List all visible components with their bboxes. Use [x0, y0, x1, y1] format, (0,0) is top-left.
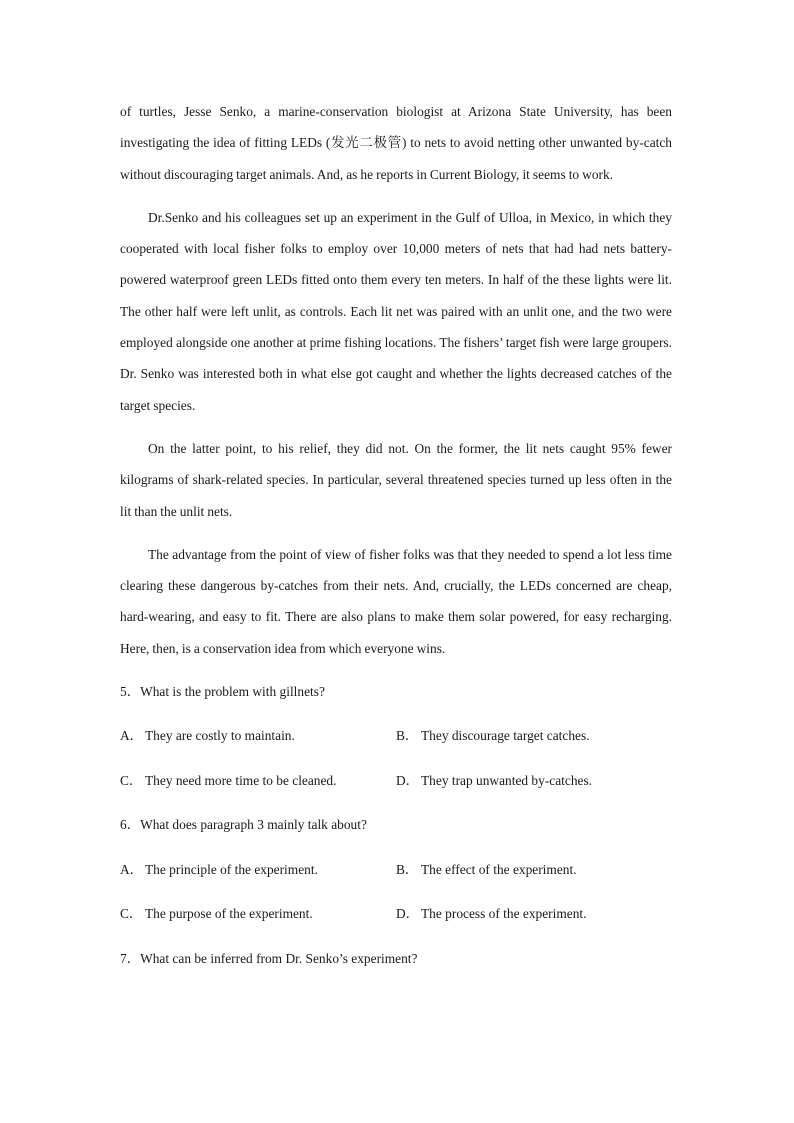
question-6: [120, 809, 672, 942]
option-d: [396, 898, 672, 929]
option-text: The purpose of the experiment.: [145, 906, 313, 922]
option-text: They are costly to maintain.: [145, 728, 295, 744]
question-stem: 5．What is the problem with gillnets?: [120, 684, 325, 700]
option-letter: B．: [396, 861, 419, 877]
question-5: [120, 676, 672, 809]
option-letter: C．: [120, 772, 143, 788]
option-letter: C．: [120, 906, 143, 922]
passage-paragraph-1: of turtles, Jesse Senko, a marine-conservation biologist at Arizona State University, has been investigating the idea of fitting LEDs (发光二极管) to nets to avoid netting other unwanted by-catch without discouraging target animals. And, as he reports in Current Biology, it seems to work.: [120, 104, 672, 182]
option-letter: D．: [396, 906, 420, 922]
option-text: They need more time to be cleaned.: [145, 772, 337, 788]
option-a: [120, 720, 396, 751]
option-text: They discourage target catches.: [421, 728, 590, 744]
question-stem: 6．What does paragraph 3 mainly talk about?: [120, 817, 367, 833]
option-text: The principle of the experiment.: [145, 861, 318, 877]
passage-paragraph-2: Dr.Senko and his colleagues set up an experiment in the Gulf of Ulloa, in Mexico, in which they cooperated with local fisher folks to employ over 10,000 meters of nets that had had nets battery-powered waterproof green LEDs fitted onto them every ten meters. In half of the these lights were lit. The other half were left unlit, as controls. Each lit net was paired with an unlit one, and the two were employed alongside one another at prime fishing locations. The fishers’ target fish were large groupers. Dr. Senko was interested both in what else got caught and whether the lights decreased catches of the target species.: [120, 209, 672, 413]
option-letter: A．: [120, 728, 144, 744]
option-b: [396, 720, 672, 751]
option-a: [120, 854, 396, 885]
question-stem: 7．What can be inferred from Dr. Senko’s experiment?: [120, 950, 418, 966]
passage-paragraph-3: On the latter point, to his relief, they did not. On the former, the lit nets caught 95% fewer kilograms of shark-related species. In particular, several threatened species turned up less often in the lit than the unlit nets.: [120, 440, 672, 519]
option-letter: D．: [396, 772, 420, 788]
answer-options: [120, 854, 672, 943]
option-b: [396, 854, 672, 885]
option-c: [120, 898, 396, 929]
option-text: The effect of the experiment.: [421, 861, 577, 877]
option-text: The process of the experiment.: [421, 906, 587, 922]
document-content: [120, 96, 672, 987]
answer-options: [120, 720, 672, 809]
option-letter: B．: [396, 728, 419, 744]
option-c: [120, 765, 396, 796]
option-letter: A．: [120, 861, 144, 877]
passage-paragraph-4: The advantage from the point of view of fisher folks was that they needed to spend a lot less time clearing these dangerous by-catches from their nets. And, crucially, the LEDs concerned are cheap, hard-wearing, and easy to fit. There are also plans to make them solar powered, for easy recharging. Here, then, is a conservation idea from which everyone wins.: [120, 546, 672, 656]
option-d: [396, 765, 672, 796]
option-text: They trap unwanted by-catches.: [421, 772, 593, 788]
question-7: [120, 943, 672, 974]
